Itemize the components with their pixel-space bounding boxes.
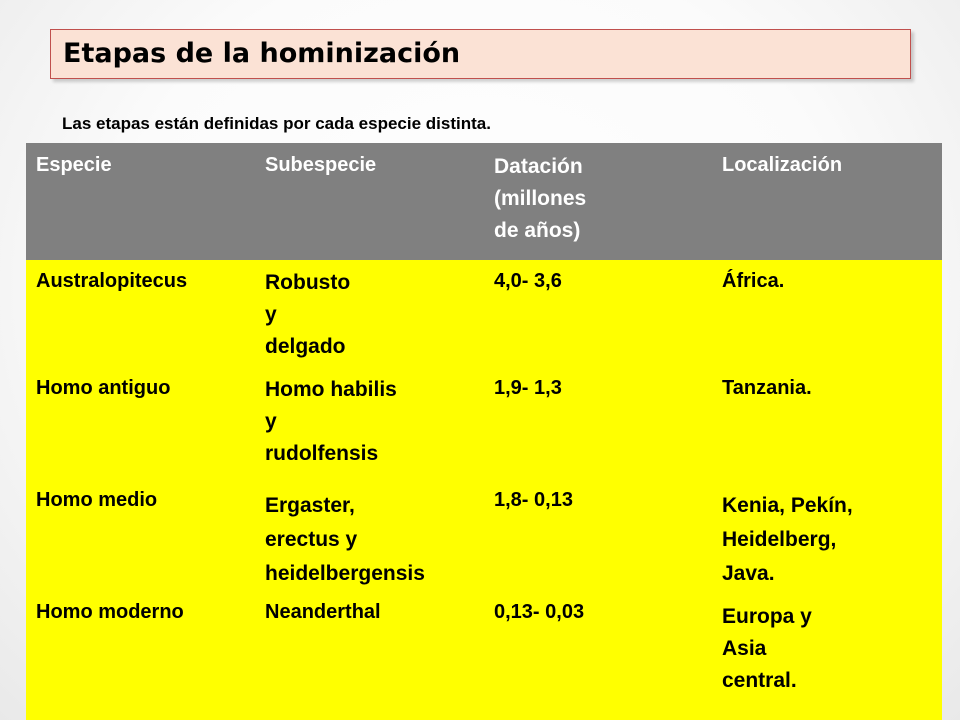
- row-2-subespecie: Homo habilis y rudolfensis: [265, 378, 397, 465]
- row-3-localizacion: Kenia, Pekín, Heidelberg, Java.: [722, 494, 853, 585]
- row-4-subespecie: Neanderthal: [265, 601, 381, 623]
- row-3-especie: Homo medio: [36, 489, 158, 511]
- row-1-datacion: 4,0- 3,6: [494, 270, 562, 292]
- row-2-especie: Homo antiguo: [36, 377, 171, 399]
- table-header: [26, 143, 942, 260]
- row-4-especie: Homo moderno: [36, 601, 184, 623]
- header-especie: Especie: [36, 154, 112, 176]
- row-2-localizacion: Tanzania.: [722, 377, 812, 399]
- row-3-datacion: 1,8- 0,13: [494, 489, 573, 511]
- slide-title: Etapas de la hominización: [63, 38, 461, 69]
- header-datacion: Datación (millones de años): [494, 155, 587, 242]
- row-1-especie: Australopitecus: [36, 270, 188, 292]
- row-2-datacion: 1,9- 1,3: [494, 377, 562, 399]
- row-1-subespecie: Robusto y delgado: [265, 271, 351, 358]
- table-body: [26, 260, 942, 720]
- header-localizacion: Localización: [722, 154, 843, 176]
- title-box: [50, 29, 911, 79]
- row-1-localizacion: África.: [722, 270, 785, 292]
- row-4-datacion: 0,13- 0,03: [494, 601, 585, 623]
- row-4-localizacion: Europa y Asia central.: [722, 605, 812, 692]
- subtitle: Las etapas están definidas por cada especie distinta.: [62, 114, 491, 133]
- hominization-table: [26, 143, 942, 720]
- header-subespecie: Subespecie: [265, 154, 377, 176]
- row-3-subespecie: Ergaster, erectus y heidelbergensis: [265, 494, 425, 585]
